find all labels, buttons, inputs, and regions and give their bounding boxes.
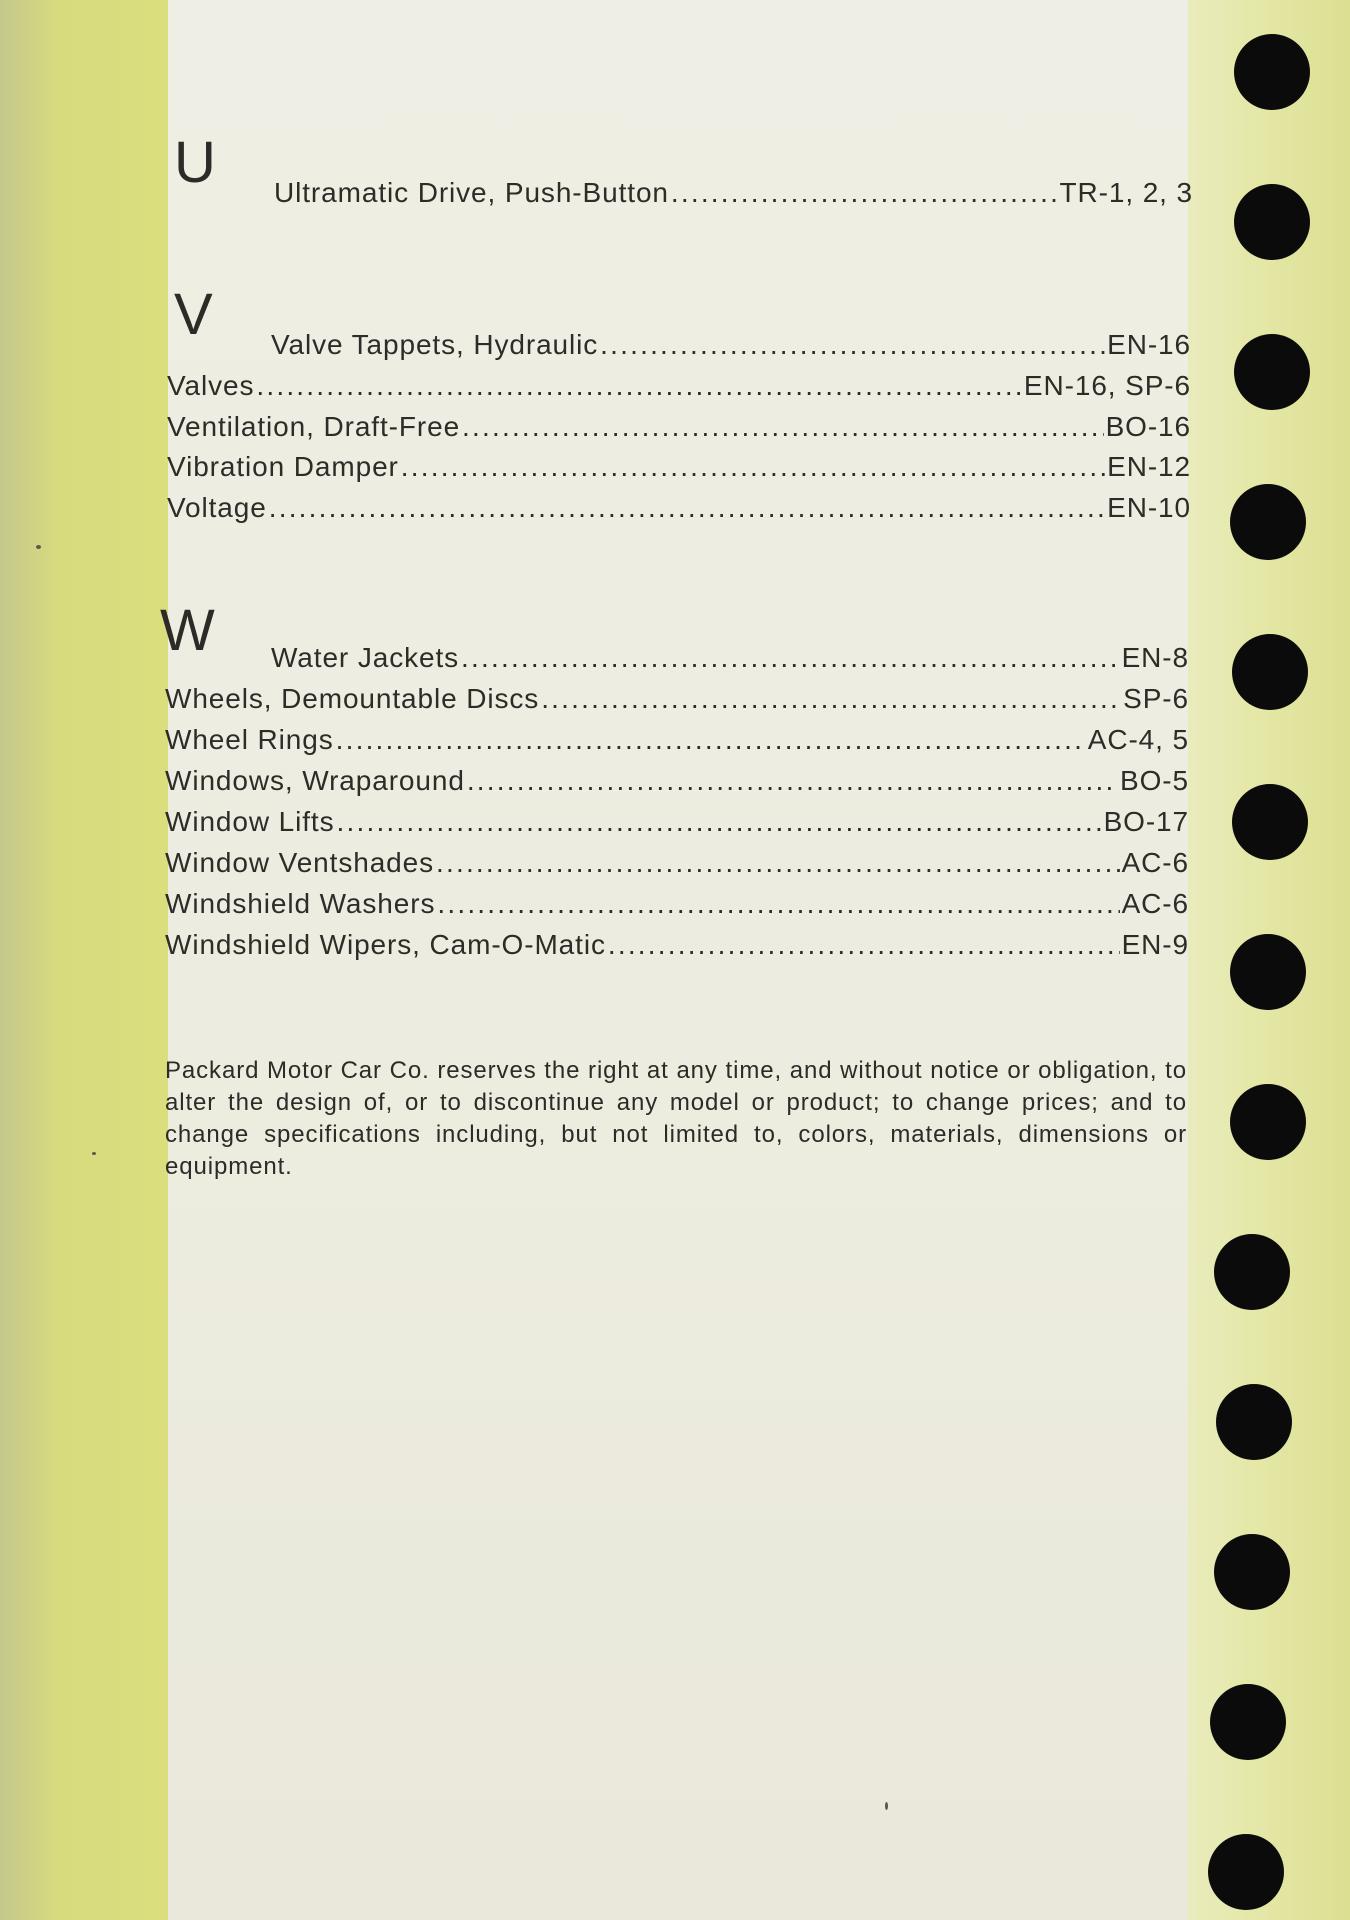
entry-page-ref: AC-6 — [1121, 847, 1189, 878]
entry-name: Vibration Damper — [167, 451, 399, 482]
index-entry — [165, 726, 1189, 754]
entry-page-ref: AC-6 — [1121, 888, 1189, 919]
paper-speck — [885, 1802, 888, 1810]
section-letter-w: W — [160, 598, 215, 663]
binder-strip — [1188, 0, 1350, 1920]
entry-page-ref: TR-1, 2, 3 — [1059, 177, 1193, 208]
dot-leader — [269, 494, 1105, 522]
index-entry — [167, 494, 1191, 522]
entry-name: Window Ventshades — [165, 847, 435, 878]
entry-name: Ultramatic Drive, Push-Button — [274, 177, 669, 208]
entry-name: Window Lifts — [165, 806, 335, 837]
binder-hole — [1230, 1084, 1306, 1160]
entry-name: Ventilation, Draft-Free — [167, 411, 461, 442]
binder-hole — [1208, 1834, 1284, 1910]
entry-name: Wheel Rings — [165, 724, 334, 755]
binder-hole — [1234, 34, 1310, 110]
binder-hole — [1232, 784, 1308, 860]
binder-hole — [1214, 1534, 1290, 1610]
entry-page-ref: EN-16 — [1107, 329, 1191, 360]
index-entry — [167, 413, 1191, 441]
left-paper-edge — [0, 0, 168, 1920]
entry-page-ref: EN-16, SP-6 — [1023, 370, 1191, 401]
index-entry — [271, 644, 1189, 672]
section-letter-u: U — [174, 130, 216, 195]
index-page — [168, 0, 1188, 1920]
dot-leader — [600, 331, 1105, 359]
dot-leader — [436, 849, 1120, 877]
dot-leader — [256, 372, 1022, 400]
entry-name: Water Jackets — [271, 642, 460, 673]
entry-page-ref: BO-5 — [1120, 765, 1189, 796]
paper-speck — [92, 1152, 96, 1155]
entry-page-ref: BO-16 — [1105, 411, 1191, 442]
dot-leader — [337, 808, 1102, 836]
dot-leader — [671, 179, 1058, 207]
index-entry — [167, 372, 1191, 400]
entry-page-ref: EN-8 — [1121, 642, 1189, 673]
entry-page-ref: EN-10 — [1107, 492, 1191, 523]
section-letter-v: V — [174, 282, 213, 347]
binder-hole — [1214, 1234, 1290, 1310]
dot-leader — [608, 931, 1120, 959]
index-entry — [271, 331, 1191, 359]
binder-hole — [1234, 184, 1310, 260]
index-entry — [165, 890, 1189, 918]
index-entry — [165, 767, 1189, 795]
entry-page-ref: EN-12 — [1107, 451, 1191, 482]
dot-leader — [437, 890, 1119, 918]
binder-hole — [1210, 1684, 1286, 1760]
binder-hole — [1230, 484, 1306, 560]
index-entry — [274, 179, 1193, 207]
index-entry — [165, 931, 1189, 959]
dot-leader — [467, 767, 1118, 795]
binder-hole — [1216, 1384, 1292, 1460]
dot-leader — [401, 453, 1105, 481]
entry-name: Windshield Washers — [165, 888, 436, 919]
dot-leader — [541, 685, 1121, 713]
dot-leader — [462, 413, 1104, 441]
entry-page-ref: BO-17 — [1103, 806, 1189, 837]
binder-hole — [1234, 334, 1310, 410]
index-entry — [167, 453, 1191, 481]
entry-page-ref: EN-9 — [1121, 929, 1189, 960]
disclaimer-text: Packard Motor Car Co. reserves the right at any time, and without notice or obligation, to alter the design of, or to discontinue any model or product; to change prices; and to change specifications including, but not limited to, colors, materials, dimensions or equipment. — [165, 1057, 1187, 1180]
dot-leader — [461, 644, 1120, 672]
paper-speck — [36, 545, 41, 549]
entry-name: Valve Tappets, Hydraulic — [271, 329, 599, 360]
entry-name: Windows, Wraparound — [165, 765, 465, 796]
entry-name: Valves — [167, 370, 255, 401]
index-entry — [165, 685, 1189, 713]
entry-page-ref: AC-4, 5 — [1087, 724, 1189, 755]
index-entry — [165, 849, 1189, 877]
entry-name: Wheels, Demountable Discs — [165, 683, 540, 714]
entry-name: Windshield Wipers, Cam-O-Matic — [165, 929, 606, 960]
binder-hole — [1230, 934, 1306, 1010]
binder-hole — [1232, 634, 1308, 710]
entry-name: Voltage — [167, 492, 267, 523]
index-entry — [165, 808, 1189, 836]
dot-leader — [336, 726, 1086, 754]
entry-page-ref: SP-6 — [1123, 683, 1189, 714]
